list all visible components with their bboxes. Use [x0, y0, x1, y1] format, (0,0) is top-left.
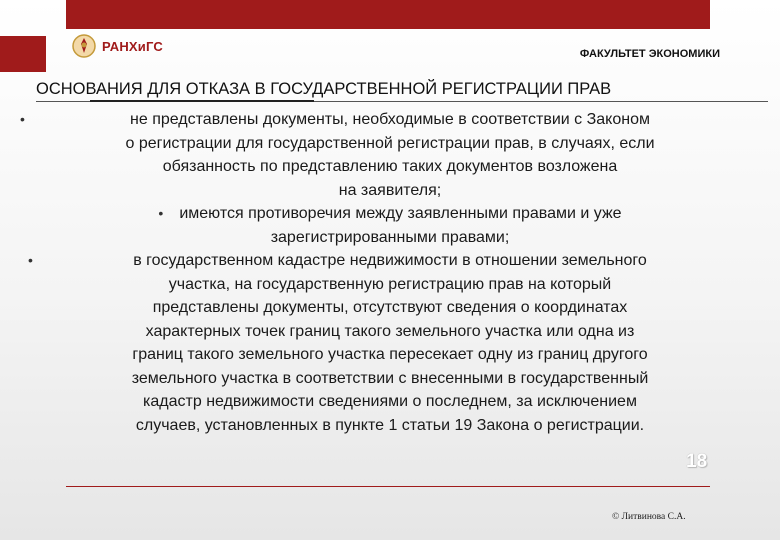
text-line: о регистрации для государственной регистрации прав, в случаях, если	[125, 134, 655, 152]
text-line: представлены документы, отсутствуют сведения о координатах	[152, 299, 628, 316]
emblem-icon	[72, 34, 96, 58]
text-line: кадастр недвижимости сведениями о последнем, за исключением	[143, 393, 637, 410]
faculty-label: ФАКУЛЬТЕТ ЭКОНОМИКИ	[579, 48, 720, 60]
text-line: зарегистрированными правами;	[270, 228, 510, 246]
text-line-content: имеются противоречия между заявленными правами и уже	[179, 205, 622, 222]
page-number: 18	[686, 451, 708, 472]
footer-divider	[66, 486, 710, 487]
text-line: границ такого земельного участка пересекает одну из границ другого	[132, 346, 648, 363]
logo	[72, 34, 163, 58]
bullet: •	[158, 205, 164, 221]
text-line: в государственном кадастре недвижимости в отношении земельного	[133, 252, 647, 269]
author-credit: © Литвинова С.А.	[612, 512, 686, 522]
left-accent-block	[0, 36, 46, 72]
top-accent-bar	[66, 0, 710, 29]
list-item	[20, 249, 760, 437]
text-line: на заявителя;	[338, 181, 442, 199]
list-item	[20, 108, 760, 202]
text-line: земельного участка в соответствии с внесенными в государственный	[131, 369, 649, 387]
page-title: ОСНОВАНИЯ ДЛЯ ОТКАЗА В ГОСУДАРСТВЕННОЙ РЕГИСТРАЦИИ ПРАВ	[36, 80, 612, 98]
text-line	[20, 202, 760, 226]
list-item	[20, 202, 760, 249]
text-line: характерных точек границ такого земельного участка или одна из	[145, 322, 635, 340]
title-underline-accent	[90, 100, 314, 102]
bullet: •	[20, 111, 25, 127]
text-line: случаев, установленных в пункте 1 статьи 19 Закона о регистрации.	[135, 416, 645, 434]
text-line: не представлены документы, необходимые в соответствии с Законом	[130, 111, 650, 128]
text-line: участка, на государственную регистрацию прав на который	[168, 275, 612, 293]
logo-text: РАНХиГС	[102, 38, 163, 54]
content-body	[20, 108, 760, 437]
bullet: •	[28, 252, 33, 268]
text-line: обязанность по представлению таких документов возложена	[162, 158, 618, 175]
